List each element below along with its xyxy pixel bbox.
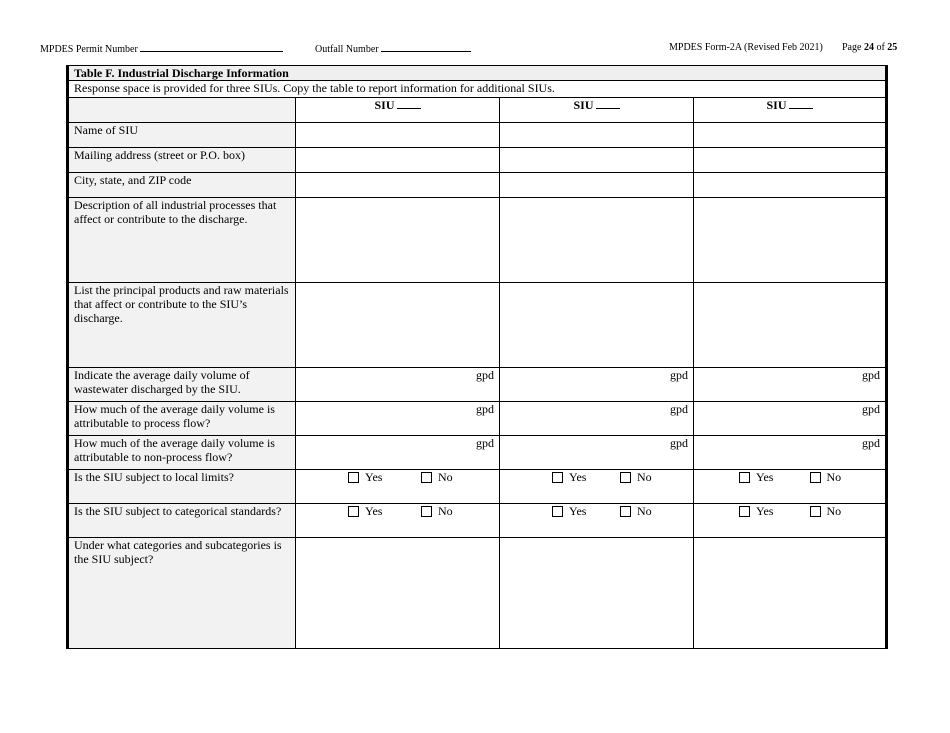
yes-label: Yes xyxy=(569,470,587,484)
categorical-siu-2 xyxy=(500,504,694,538)
header-blank-cell xyxy=(68,98,296,123)
siu-column-header-3 xyxy=(694,98,887,123)
no-label: No xyxy=(637,470,652,484)
no-option[interactable] xyxy=(810,470,881,484)
no-checkbox[interactable] xyxy=(620,506,631,517)
siu-header-label: SIU xyxy=(374,98,395,112)
no-checkbox[interactable] xyxy=(421,506,432,517)
siu-column-header-1 xyxy=(296,98,500,123)
field-avg-volume-siu-2[interactable] xyxy=(500,368,694,402)
siu-header-label: SIU xyxy=(573,98,594,112)
row-process-flow xyxy=(68,402,887,436)
label-categorical: Is the SIU subject to categorical standards? xyxy=(68,504,296,538)
local-limits-siu-2 xyxy=(500,470,694,504)
row-nonprocess-flow xyxy=(68,436,887,470)
field-processes-siu-2[interactable] xyxy=(500,198,694,283)
outfall-number-label: Outfall Number xyxy=(315,44,379,55)
table-note: Response space is provided for three SIUs. Copy the table to report information for additional SIUs. xyxy=(68,81,887,98)
yes-label: Yes xyxy=(756,470,774,484)
gpd-unit: gpd xyxy=(862,402,880,416)
outfall-number-blank[interactable] xyxy=(381,42,471,52)
yes-label: Yes xyxy=(365,470,383,484)
no-option[interactable] xyxy=(421,504,494,518)
label-processes: Description of all industrial processes that affect or contribute to the discharge. xyxy=(68,198,296,283)
yes-option[interactable] xyxy=(552,504,620,518)
row-avg-volume xyxy=(68,368,887,402)
field-nonprocess-flow-siu-3[interactable] xyxy=(694,436,887,470)
siu-column-header-2 xyxy=(500,98,694,123)
page-number: 24 xyxy=(863,42,874,53)
yes-option[interactable] xyxy=(739,504,810,518)
yes-label: Yes xyxy=(365,504,383,518)
row-categorical xyxy=(68,504,887,538)
row-products xyxy=(68,283,887,368)
no-option[interactable] xyxy=(421,470,494,484)
row-local-limits xyxy=(68,470,887,504)
siu-number-blank[interactable] xyxy=(789,98,813,109)
page-indicator xyxy=(842,42,897,53)
table-title: Table F. Industrial Discharge Information xyxy=(68,66,887,81)
yes-option[interactable] xyxy=(348,504,421,518)
field-mailing-siu-3[interactable] xyxy=(694,148,887,173)
gpd-unit: gpd xyxy=(476,436,494,450)
label-mailing: Mailing address (street or P.O. box) xyxy=(68,148,296,173)
no-label: No xyxy=(826,470,842,484)
page-word: Page xyxy=(842,42,862,53)
outfall-number-field xyxy=(315,42,471,55)
label-categories: Under what categories and subcategories is the SIU subject? xyxy=(68,538,296,649)
siu-header-label: SIU xyxy=(766,98,787,112)
field-products-siu-1[interactable] xyxy=(296,283,500,368)
yes-checkbox[interactable] xyxy=(739,472,750,483)
gpd-unit: gpd xyxy=(862,436,880,450)
local-limits-siu-1 xyxy=(296,470,500,504)
label-avg-volume: Indicate the average daily volume of wastewater discharged by the SIU. xyxy=(68,368,296,402)
field-nonprocess-flow-siu-2[interactable] xyxy=(500,436,694,470)
row-mailing xyxy=(68,148,887,173)
field-processes-siu-1[interactable] xyxy=(296,198,500,283)
label-name: Name of SIU xyxy=(68,123,296,148)
no-option[interactable] xyxy=(810,504,881,518)
field-categories-siu-1[interactable] xyxy=(296,538,500,649)
yes-checkbox[interactable] xyxy=(348,472,359,483)
field-city-siu-1[interactable] xyxy=(296,173,500,198)
field-avg-volume-siu-1[interactable] xyxy=(296,368,500,402)
row-processes xyxy=(68,198,887,283)
field-process-flow-siu-2[interactable] xyxy=(500,402,694,436)
field-name-siu-1[interactable] xyxy=(296,123,500,148)
yes-option[interactable] xyxy=(552,470,620,484)
row-name xyxy=(68,123,887,148)
permit-number-field xyxy=(40,42,283,55)
siu-number-blank[interactable] xyxy=(397,98,421,109)
gpd-unit: gpd xyxy=(476,368,494,382)
no-label: No xyxy=(826,504,842,518)
field-processes-siu-3[interactable] xyxy=(694,198,887,283)
field-mailing-siu-1[interactable] xyxy=(296,148,500,173)
label-products: List the principal products and raw materials that affect or contribute to the SIU’s discharge. xyxy=(68,283,296,368)
field-city-siu-2[interactable] xyxy=(500,173,694,198)
categorical-siu-1 xyxy=(296,504,500,538)
label-city: City, state, and ZIP code xyxy=(68,173,296,198)
gpd-unit: gpd xyxy=(476,402,494,416)
local-limits-siu-3 xyxy=(694,470,887,504)
field-nonprocess-flow-siu-1[interactable] xyxy=(296,436,500,470)
label-process-flow: How much of the average daily volume is attributable to process flow? xyxy=(68,402,296,436)
industrial-discharge-table xyxy=(66,65,888,649)
yes-option[interactable] xyxy=(739,470,810,484)
yes-label: Yes xyxy=(756,504,774,518)
no-label: No xyxy=(438,470,453,484)
field-city-siu-3[interactable] xyxy=(694,173,887,198)
gpd-unit: gpd xyxy=(670,368,688,382)
form-label: MPDES Form-2A (Revised Feb 2021) xyxy=(669,42,823,53)
field-categories-siu-2[interactable] xyxy=(500,538,694,649)
categorical-siu-3 xyxy=(694,504,887,538)
no-checkbox[interactable] xyxy=(421,472,432,483)
no-label: No xyxy=(637,504,652,518)
no-option[interactable] xyxy=(620,504,688,518)
row-city xyxy=(68,173,887,198)
no-checkbox[interactable] xyxy=(810,506,821,517)
label-nonprocess-flow: How much of the average daily volume is attributable to non-process flow? xyxy=(68,436,296,470)
gpd-unit: gpd xyxy=(670,436,688,450)
field-categories-siu-3[interactable] xyxy=(694,538,887,649)
page-total: 25 xyxy=(887,42,898,53)
field-avg-volume-siu-3[interactable] xyxy=(694,368,887,402)
gpd-unit: gpd xyxy=(862,368,880,382)
yes-checkbox[interactable] xyxy=(739,506,750,517)
page-of: of xyxy=(876,42,885,53)
field-products-siu-2[interactable] xyxy=(500,283,694,368)
field-name-siu-2[interactable] xyxy=(500,123,694,148)
no-label: No xyxy=(438,504,453,518)
field-products-siu-3[interactable] xyxy=(694,283,887,368)
row-categories xyxy=(68,538,887,649)
no-checkbox[interactable] xyxy=(810,472,821,483)
yes-label: Yes xyxy=(569,504,587,518)
permit-number-blank[interactable] xyxy=(140,42,283,52)
field-process-flow-siu-1[interactable] xyxy=(296,402,500,436)
field-name-siu-3[interactable] xyxy=(694,123,887,148)
siu-number-blank[interactable] xyxy=(596,98,620,109)
field-mailing-siu-2[interactable] xyxy=(500,148,694,173)
no-option[interactable] xyxy=(620,470,688,484)
field-process-flow-siu-3[interactable] xyxy=(694,402,887,436)
yes-checkbox[interactable] xyxy=(552,506,563,517)
yes-option[interactable] xyxy=(348,470,421,484)
yes-checkbox[interactable] xyxy=(348,506,359,517)
gpd-unit: gpd xyxy=(670,402,688,416)
permit-number-label: MPDES Permit Number xyxy=(40,44,138,55)
label-local-limits: Is the SIU subject to local limits? xyxy=(68,470,296,504)
no-checkbox[interactable] xyxy=(620,472,631,483)
yes-checkbox[interactable] xyxy=(552,472,563,483)
